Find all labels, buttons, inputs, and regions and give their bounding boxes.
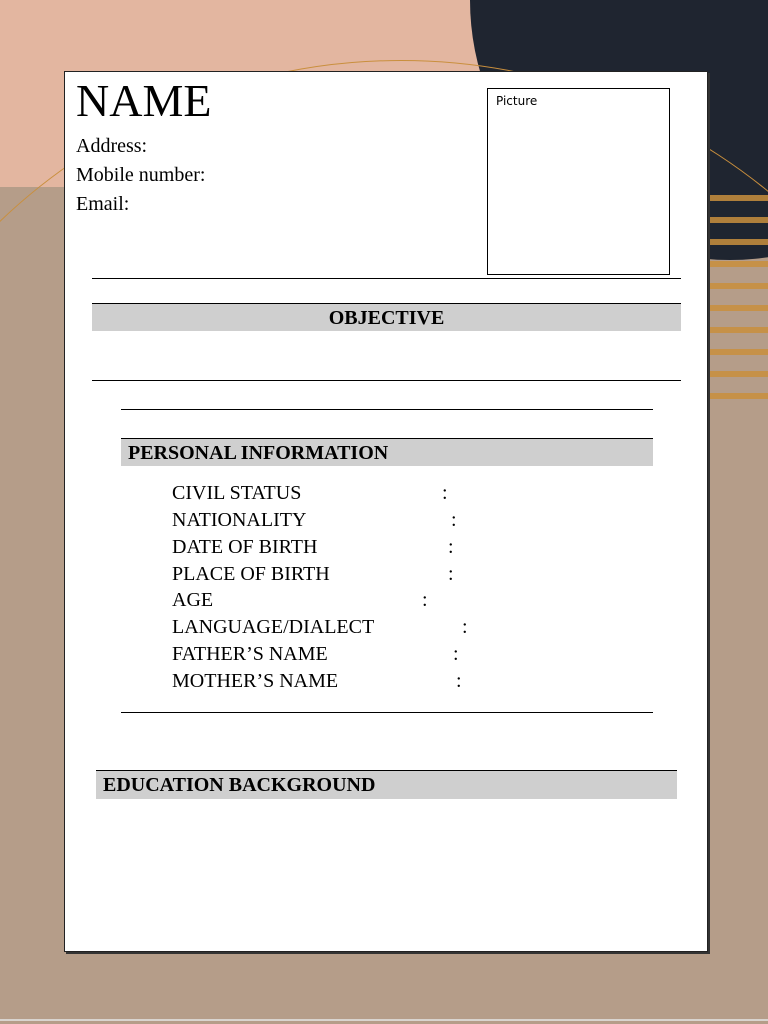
- nationality-colon: :: [451, 509, 457, 531]
- civil-status-colon: :: [442, 482, 448, 504]
- fathers-name-colon: :: [453, 643, 459, 665]
- header-divider: [92, 278, 681, 279]
- education-heading-bar: [96, 770, 677, 799]
- age-label: AGE: [172, 589, 214, 611]
- mobile-number-label: Mobile number:: [76, 164, 206, 186]
- background-bottom-rule: [0, 1019, 768, 1021]
- email-label: Email:: [76, 193, 130, 215]
- personal-info-top-divider: [121, 409, 653, 410]
- objective-heading: OBJECTIVE: [328, 307, 445, 329]
- picture-label: Picture: [496, 94, 538, 108]
- personal-info-heading: PERSONAL INFORMATION: [128, 442, 389, 464]
- civil-status-label: CIVIL STATUS: [172, 482, 302, 504]
- language-dialect-colon: :: [462, 616, 468, 638]
- education-heading: EDUCATION BACKGROUND: [103, 774, 376, 796]
- language-dialect-label: LANGUAGE/DIALECT: [172, 616, 375, 638]
- place-of-birth-colon: :: [448, 563, 454, 585]
- objective-divider: [92, 380, 681, 381]
- mothers-name-label: MOTHER’S NAME: [172, 670, 339, 692]
- personal-info-heading-bar: [121, 438, 653, 466]
- objective-heading-bar: [92, 303, 681, 331]
- mothers-name-colon: :: [456, 670, 462, 692]
- picture-placeholder: [487, 88, 670, 275]
- personal-info-bottom-divider: [121, 712, 653, 713]
- fathers-name-label: FATHER’S NAME: [172, 643, 328, 665]
- date-of-birth-label: DATE OF BIRTH: [172, 536, 318, 558]
- place-of-birth-label: PLACE OF BIRTH: [172, 563, 330, 585]
- age-colon: :: [422, 589, 428, 611]
- nationality-label: NATIONALITY: [172, 509, 307, 531]
- date-of-birth-colon: :: [448, 536, 454, 558]
- address-label: Address:: [76, 135, 148, 157]
- resume-page: [64, 71, 708, 952]
- resume-name: NAME: [76, 75, 212, 126]
